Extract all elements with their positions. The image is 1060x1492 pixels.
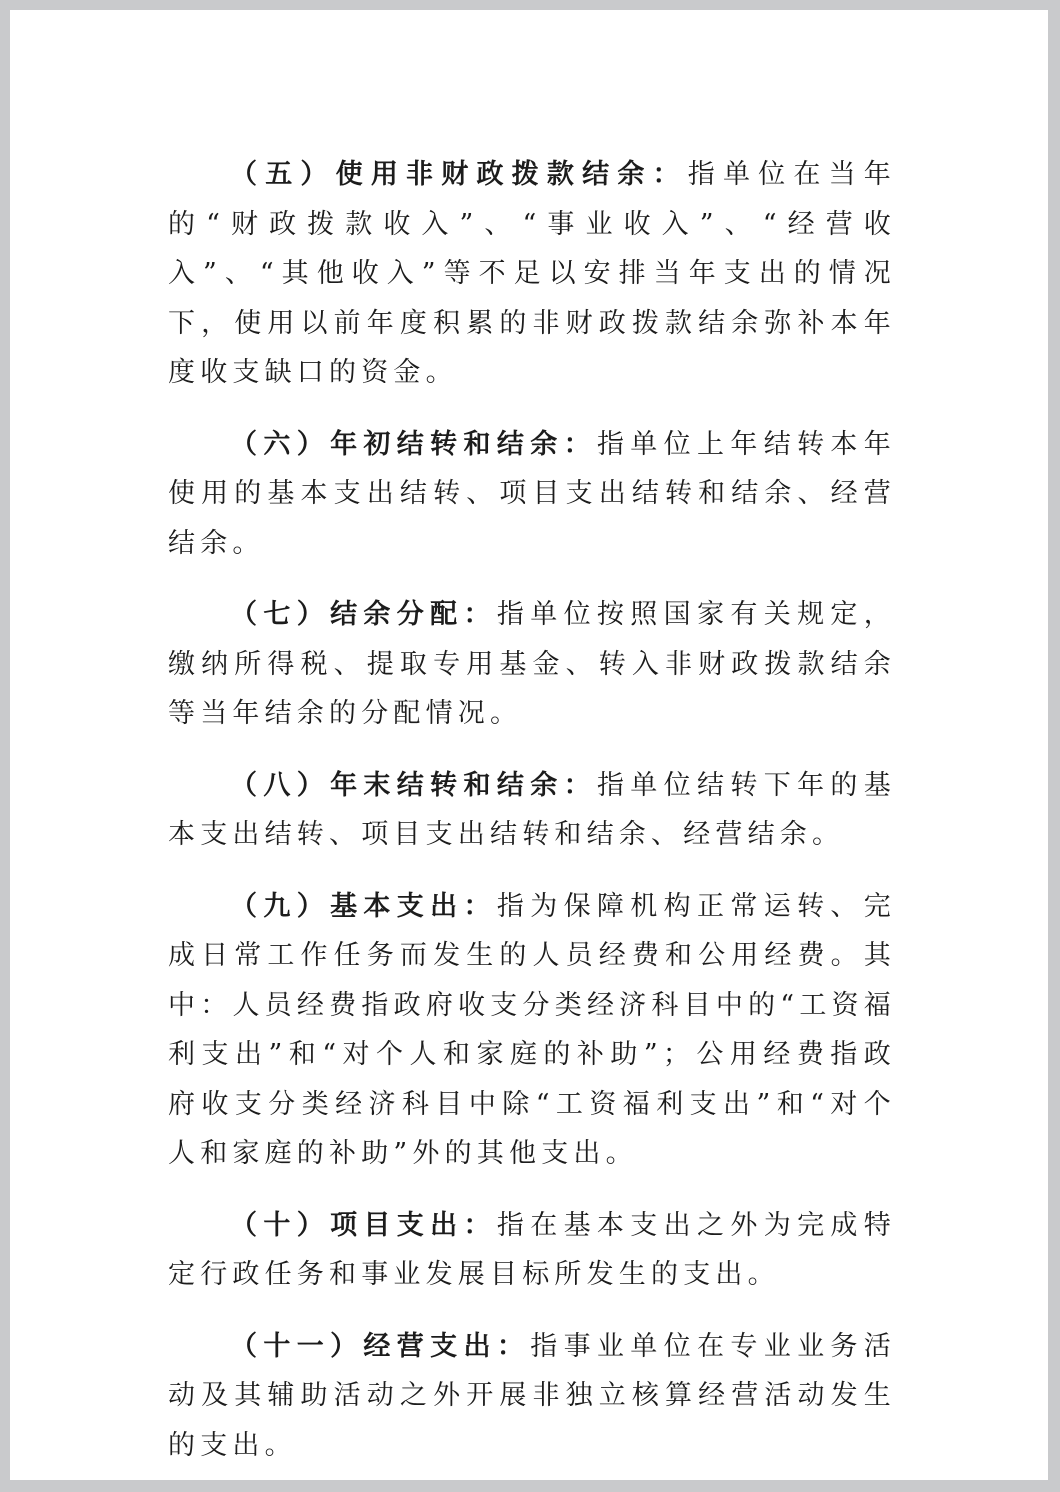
term-heading: （六）年初结转和结余：	[230, 428, 597, 460]
term-heading: （十一）经营支出：	[230, 1330, 531, 1362]
term-heading: （十）项目支出：	[230, 1209, 497, 1241]
term-heading: （九）基本支出：	[230, 890, 497, 922]
paragraph-9	[168, 882, 896, 1179]
term-definition: 指单位上年结转本年使用的基本支出结转、项目支出结转和结余、经营结余。	[168, 428, 896, 559]
term-heading: （七）结余分配：	[230, 599, 497, 630]
term-definition: 指单位在当年的“财政拨款收入”、“事业收入”、“经营收入”、“其他收入”等不足以安排当年支出的情况下，使用以前年度积累的非财政拨款结余弥补本年度收支缺口的资金。	[168, 159, 897, 388]
term-definition: 指在基本支出之外为完成特定行政任务和事业发展目标所发生的支出。	[168, 1209, 896, 1290]
term-definition: 指单位结转下年的基本支出结转、项目支出结转和结余、经营结余。	[168, 769, 896, 850]
paragraph-11	[168, 1322, 896, 1471]
paragraph-5	[168, 150, 896, 398]
term-heading: （八）年末结转和结余：	[230, 769, 597, 801]
paragraph-7	[168, 590, 896, 739]
document-page	[10, 10, 1048, 1480]
paragraph-6	[168, 420, 896, 569]
paragraph-8	[168, 761, 896, 860]
term-definition: 指为保障机构正常运转、完成日常工作任务而发生的人员经费和公用经费。其中：人员经费指政府收支分类经济科目中的“工资福利支出”和“对个人和家庭的补助”；公用经费指政府收支分类经济科目中除“工资福利支出”和“对个人和家庭的补助”外的其他支出。	[168, 890, 896, 1169]
paragraph-10	[168, 1201, 896, 1300]
document-body	[168, 150, 896, 1492]
term-heading: （五）使用非财政拨款结余：	[230, 159, 688, 190]
term-definition: 指事业单位在专业业务活动及其辅助活动之外开展非独立核算经营活动发生的支出。	[168, 1330, 896, 1461]
term-definition: 指单位按照国家有关规定，缴纳所得税、提取专用基金、转入非财政拨款结余等当年结余的分配情况。	[168, 599, 896, 729]
